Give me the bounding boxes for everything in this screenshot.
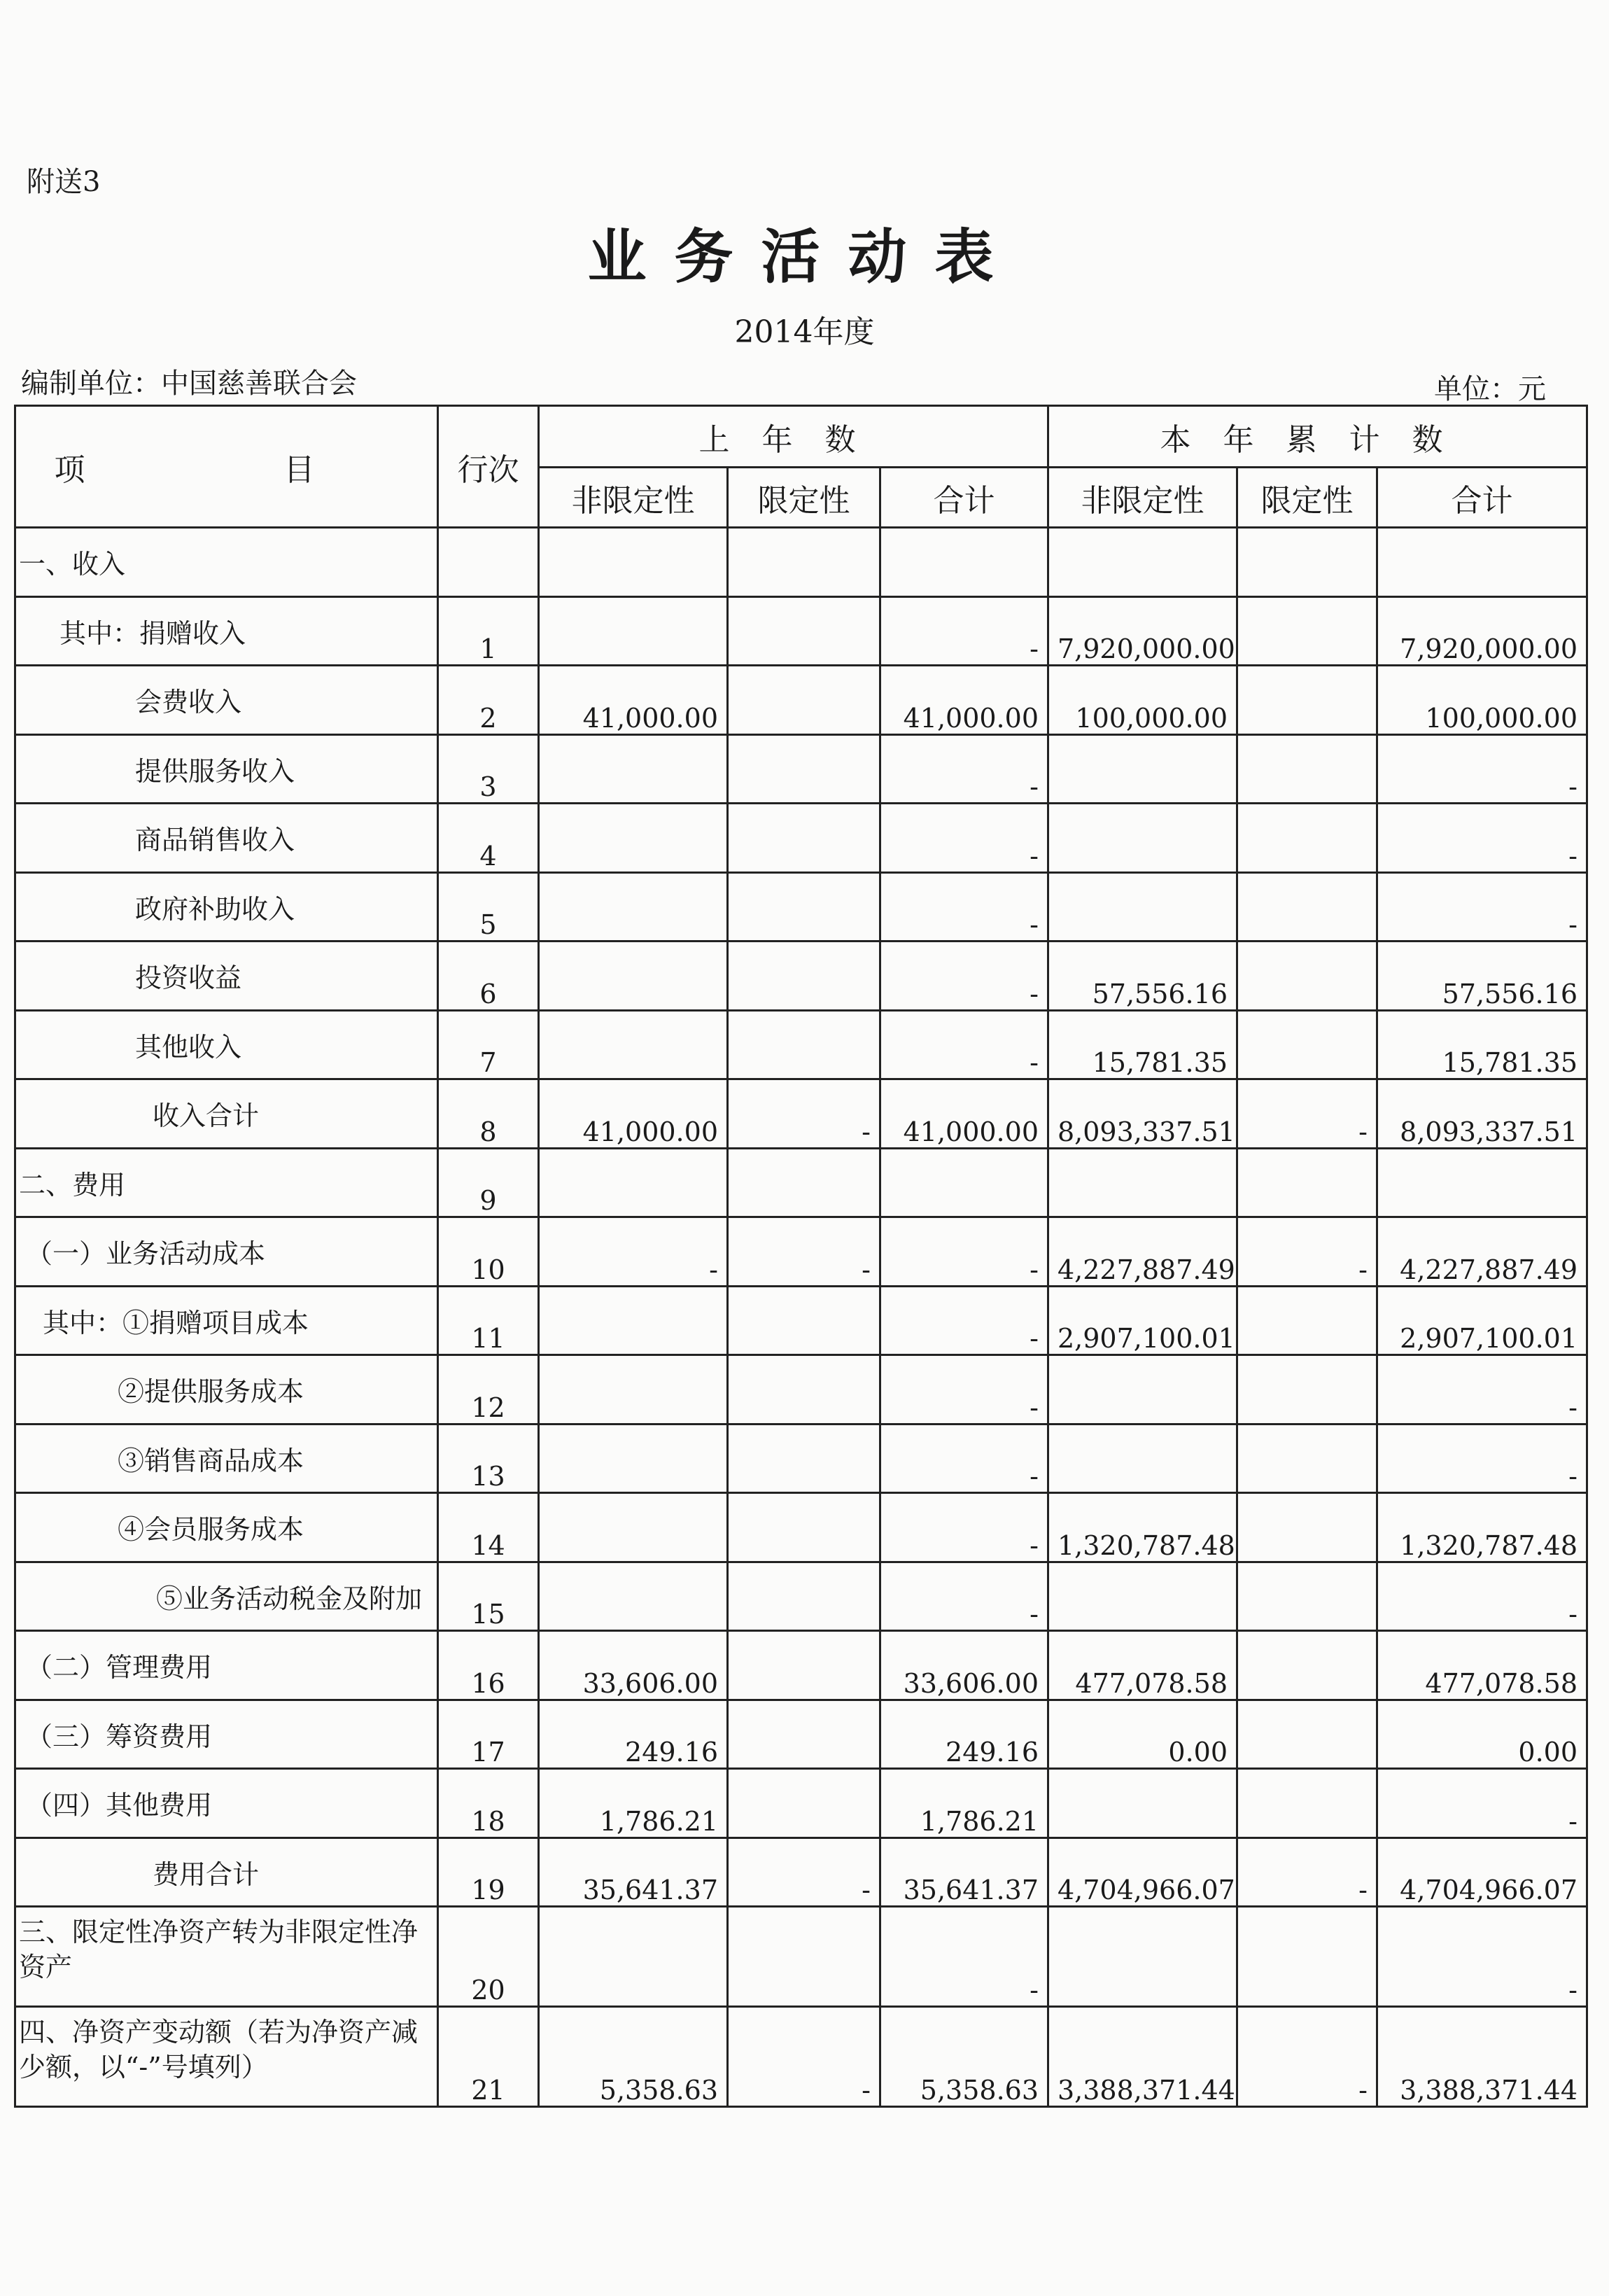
row-value-p-r: [728, 941, 880, 1011]
row-value-c-t: -: [1377, 1769, 1587, 1838]
row-value-p-t: -: [880, 804, 1048, 873]
row-value-c-u: [1048, 528, 1237, 597]
row-value-c-r: -: [1237, 1837, 1377, 1907]
row-value-c-r: -: [1237, 1217, 1377, 1287]
row-value-p-u: [539, 1148, 728, 1217]
row-value-p-t: -: [880, 1424, 1048, 1493]
row-line-number: 9: [438, 1148, 539, 1217]
row-label: ③销售商品成本: [15, 1424, 438, 1493]
row-value-p-t: -: [880, 734, 1048, 804]
row-value-p-r: -: [728, 1217, 880, 1287]
table-row: [15, 1148, 1587, 1217]
table-row: [15, 1700, 1587, 1769]
header-item: 项 目: [15, 406, 438, 528]
row-label: 收入合计: [15, 1079, 438, 1149]
row-value-p-r: [728, 734, 880, 804]
row-value-p-t: 1,786.21: [880, 1769, 1048, 1838]
row-value-p-r: [728, 1907, 880, 2007]
row-value-c-u: [1048, 872, 1237, 941]
row-value-c-t: 2,907,100.01: [1377, 1286, 1587, 1355]
row-value-c-t: [1377, 528, 1587, 597]
header-current-year: 本年累计数: [1048, 406, 1587, 468]
row-line-number: 12: [438, 1355, 539, 1424]
row-value-p-r: [728, 596, 880, 666]
table-row: [15, 1493, 1587, 1562]
row-value-p-t: -: [880, 596, 1048, 666]
row-value-p-r: [728, 1700, 880, 1769]
row-value-p-u: [539, 1907, 728, 2007]
row-value-c-r: [1237, 1907, 1377, 2007]
row-value-p-u: [539, 596, 728, 666]
row-value-p-u: [539, 941, 728, 1011]
row-value-p-r: -: [728, 1079, 880, 1149]
header-current-unrestricted: 非限定性: [1048, 468, 1237, 528]
row-value-c-u: [1048, 1562, 1237, 1631]
row-value-c-t: -: [1377, 1907, 1587, 2007]
row-line-number: 8: [438, 1079, 539, 1149]
row-value-c-r: -: [1237, 2007, 1377, 2107]
row-line-number: 1: [438, 596, 539, 666]
row-value-c-u: [1048, 1424, 1237, 1493]
row-value-c-t: -: [1377, 1355, 1587, 1424]
row-line-number: 4: [438, 804, 539, 873]
row-value-c-u: [1048, 1907, 1237, 2007]
row-label: 商品销售收入: [15, 804, 438, 873]
row-label: 会费收入: [15, 666, 438, 735]
report-period: 2014年度: [734, 314, 875, 350]
row-value-c-t: 57,556.16: [1377, 941, 1587, 1011]
row-value-p-u: 5,358.63: [539, 2007, 728, 2107]
row-value-p-t: [880, 1148, 1048, 1217]
row-value-c-t: 4,227,887.49: [1377, 1217, 1587, 1287]
table-row: [15, 1907, 1587, 2007]
row-label: 投资收益: [15, 941, 438, 1011]
row-value-p-t: 35,641.37: [880, 1837, 1048, 1907]
row-value-c-r: [1237, 1631, 1377, 1700]
row-value-p-t: -: [880, 1562, 1048, 1631]
row-value-c-t: 8,093,337.51: [1377, 1079, 1587, 1149]
table-row: [15, 528, 1587, 597]
row-value-c-u: 100,000.00: [1048, 666, 1237, 735]
row-label: 提供服务收入: [15, 734, 438, 804]
row-value-c-u: 2,907,100.01: [1048, 1286, 1237, 1355]
row-value-c-u: 8,093,337.51: [1048, 1079, 1237, 1149]
row-line-number: [438, 528, 539, 597]
row-value-c-r: [1237, 528, 1377, 597]
row-value-p-r: [728, 1493, 880, 1562]
header-line-number: 行次: [438, 406, 539, 528]
row-value-c-r: [1237, 1562, 1377, 1631]
row-line-number: 21: [438, 2007, 539, 2107]
row-line-number: 15: [438, 1562, 539, 1631]
row-value-c-u: 57,556.16: [1048, 941, 1237, 1011]
header-prior-total: 合计: [880, 468, 1048, 528]
unit-label: 单位：元: [1434, 373, 1546, 405]
table-row: [15, 1769, 1587, 1838]
row-value-c-u: [1048, 734, 1237, 804]
row-value-c-u: [1048, 1148, 1237, 1217]
row-label: （一）业务活动成本: [15, 1217, 438, 1287]
table-row: [15, 1424, 1587, 1493]
row-value-c-r: [1237, 1010, 1377, 1079]
row-line-number: 11: [438, 1286, 539, 1355]
row-value-p-r: -: [728, 2007, 880, 2107]
row-value-p-u: [539, 804, 728, 873]
row-value-c-t: 7,920,000.00: [1377, 596, 1587, 666]
row-value-p-u: -: [539, 1217, 728, 1287]
row-line-number: 6: [438, 941, 539, 1011]
table-row: [15, 1562, 1587, 1631]
row-value-c-r: [1237, 941, 1377, 1011]
row-label: （三）筹资费用: [15, 1700, 438, 1769]
row-value-p-r: [728, 528, 880, 597]
row-value-p-u: 41,000.00: [539, 666, 728, 735]
row-value-c-u: [1048, 1355, 1237, 1424]
row-label: ⑤业务活动税金及附加: [15, 1562, 438, 1631]
row-value-p-u: 35,641.37: [539, 1837, 728, 1907]
row-value-p-r: -: [728, 1837, 880, 1907]
row-value-p-u: 1,786.21: [539, 1769, 728, 1838]
row-value-c-r: [1237, 1493, 1377, 1562]
row-value-c-t: -: [1377, 872, 1587, 941]
header-current-restricted: 限定性: [1237, 468, 1377, 528]
row-value-c-r: [1237, 1286, 1377, 1355]
row-value-p-u: [539, 528, 728, 597]
row-value-c-u: 4,227,887.49: [1048, 1217, 1237, 1287]
row-label: ④会员服务成本: [15, 1493, 438, 1562]
table-row: [15, 1355, 1587, 1424]
row-value-p-t: [880, 528, 1048, 597]
row-value-p-t: -: [880, 1286, 1048, 1355]
header-prior-unrestricted: 非限定性: [539, 468, 728, 528]
row-value-c-u: [1048, 1769, 1237, 1838]
table-row: [15, 1837, 1587, 1907]
row-value-p-r: [728, 804, 880, 873]
row-value-c-t: 3,388,371.44: [1377, 2007, 1587, 2107]
row-value-c-r: [1237, 1148, 1377, 1217]
row-value-c-t: 100,000.00: [1377, 666, 1587, 735]
row-line-number: 17: [438, 1700, 539, 1769]
row-value-p-t: 33,606.00: [880, 1631, 1048, 1700]
row-label: 二、费用: [15, 1148, 438, 1217]
table-row: [15, 2007, 1587, 2107]
row-label: 政府补助收入: [15, 872, 438, 941]
row-value-c-t: 1,320,787.48: [1377, 1493, 1587, 1562]
row-value-c-t: -: [1377, 1424, 1587, 1493]
row-line-number: 14: [438, 1493, 539, 1562]
row-value-p-r: [728, 1010, 880, 1079]
row-value-p-t: -: [880, 1010, 1048, 1079]
row-value-p-u: [539, 1286, 728, 1355]
row-value-c-r: [1237, 596, 1377, 666]
row-value-c-t: 477,078.58: [1377, 1631, 1587, 1700]
row-value-c-u: 0.00: [1048, 1700, 1237, 1769]
row-value-p-t: -: [880, 1907, 1048, 2007]
row-value-c-t: -: [1377, 1562, 1587, 1631]
header-prior-year: 上年数: [539, 406, 1048, 468]
row-value-p-r: [728, 872, 880, 941]
row-value-c-r: [1237, 666, 1377, 735]
row-line-number: 7: [438, 1010, 539, 1079]
row-label: （四）其他费用: [15, 1769, 438, 1838]
row-line-number: 10: [438, 1217, 539, 1287]
row-value-c-u: 1,320,787.48: [1048, 1493, 1237, 1562]
table-row: [15, 941, 1587, 1011]
table-row: [15, 1631, 1587, 1700]
row-value-c-u: 4,704,966.07: [1048, 1837, 1237, 1907]
table-row: [15, 804, 1587, 873]
row-label: 四、净资产变动额（若为净资产减少额，以“-”号填列）: [15, 2007, 438, 2107]
row-value-p-u: 249.16: [539, 1700, 728, 1769]
row-value-c-r: [1237, 1355, 1377, 1424]
table-row: [15, 734, 1587, 804]
row-value-p-u: [539, 872, 728, 941]
table-row: [15, 1217, 1587, 1287]
row-line-number: 2: [438, 666, 539, 735]
row-value-p-u: [539, 1493, 728, 1562]
row-value-c-t: [1377, 1148, 1587, 1217]
row-label: 其他收入: [15, 1010, 438, 1079]
row-value-p-t: 41,000.00: [880, 666, 1048, 735]
row-value-p-t: 249.16: [880, 1700, 1048, 1769]
row-value-c-r: [1237, 1769, 1377, 1838]
table-row: [15, 666, 1587, 735]
row-label: 三、限定性净资产转为非限定性净资产: [15, 1907, 438, 2007]
organization-label: 编制单位：中国慈善联合会: [21, 368, 357, 400]
row-value-p-r: [728, 1286, 880, 1355]
row-value-c-r: [1237, 804, 1377, 873]
table-row: [15, 1010, 1587, 1079]
row-value-c-u: 3,388,371.44: [1048, 2007, 1237, 2107]
row-line-number: 20: [438, 1907, 539, 2007]
row-label: 一、收入: [15, 528, 438, 597]
row-line-number: 13: [438, 1424, 539, 1493]
row-line-number: 16: [438, 1631, 539, 1700]
row-value-c-r: -: [1237, 1079, 1377, 1149]
row-value-c-u: [1048, 804, 1237, 873]
row-value-c-r: [1237, 734, 1377, 804]
row-value-p-r: [728, 1148, 880, 1217]
activity-statement-table: [14, 405, 1588, 2108]
header-current-total: 合计: [1377, 468, 1587, 528]
row-value-p-u: 33,606.00: [539, 1631, 728, 1700]
row-value-c-r: [1237, 1700, 1377, 1769]
table-row: [15, 596, 1587, 666]
row-value-c-u: 15,781.35: [1048, 1010, 1237, 1079]
row-value-p-t: -: [880, 872, 1048, 941]
table-row: [15, 1286, 1587, 1355]
row-value-p-u: [539, 1424, 728, 1493]
row-value-c-t: -: [1377, 734, 1587, 804]
row-value-p-t: -: [880, 1493, 1048, 1562]
row-label: 费用合计: [15, 1837, 438, 1907]
row-value-c-u: 477,078.58: [1048, 1631, 1237, 1700]
row-label: （二）管理费用: [15, 1631, 438, 1700]
row-value-p-u: [539, 1562, 728, 1631]
row-line-number: 3: [438, 734, 539, 804]
row-line-number: 5: [438, 872, 539, 941]
row-value-p-t: -: [880, 1355, 1048, 1424]
row-value-c-t: 15,781.35: [1377, 1010, 1587, 1079]
row-label: 其中：捐赠收入: [15, 596, 438, 666]
row-value-p-u: [539, 1355, 728, 1424]
row-line-number: 18: [438, 1769, 539, 1838]
row-value-p-r: [728, 1424, 880, 1493]
row-label: ②提供服务成本: [15, 1355, 438, 1424]
row-value-p-u: 41,000.00: [539, 1079, 728, 1149]
row-line-number: 19: [438, 1837, 539, 1907]
row-value-p-u: [539, 734, 728, 804]
row-value-p-u: [539, 1010, 728, 1079]
row-value-c-t: 4,704,966.07: [1377, 1837, 1587, 1907]
page-title: 业务活动表: [587, 222, 1022, 291]
row-value-c-t: 0.00: [1377, 1700, 1587, 1769]
row-value-c-t: -: [1377, 804, 1587, 873]
row-label: 其中：①捐赠项目成本: [15, 1286, 438, 1355]
row-value-p-t: -: [880, 1217, 1048, 1287]
row-value-p-r: [728, 666, 880, 735]
row-value-c-r: [1237, 872, 1377, 941]
row-value-p-r: [728, 1769, 880, 1838]
row-value-p-t: 41,000.00: [880, 1079, 1048, 1149]
header-prior-restricted: 限定性: [728, 468, 880, 528]
row-value-p-t: 5,358.63: [880, 2007, 1048, 2107]
row-value-p-r: [728, 1562, 880, 1631]
row-value-p-t: -: [880, 941, 1048, 1011]
row-value-p-r: [728, 1355, 880, 1424]
attachment-label: 附送3: [27, 166, 101, 198]
row-value-c-u: 7,920,000.00: [1048, 596, 1237, 666]
table-row: [15, 872, 1587, 941]
row-value-p-r: [728, 1631, 880, 1700]
row-value-c-r: [1237, 1424, 1377, 1493]
table-row: [15, 1079, 1587, 1149]
